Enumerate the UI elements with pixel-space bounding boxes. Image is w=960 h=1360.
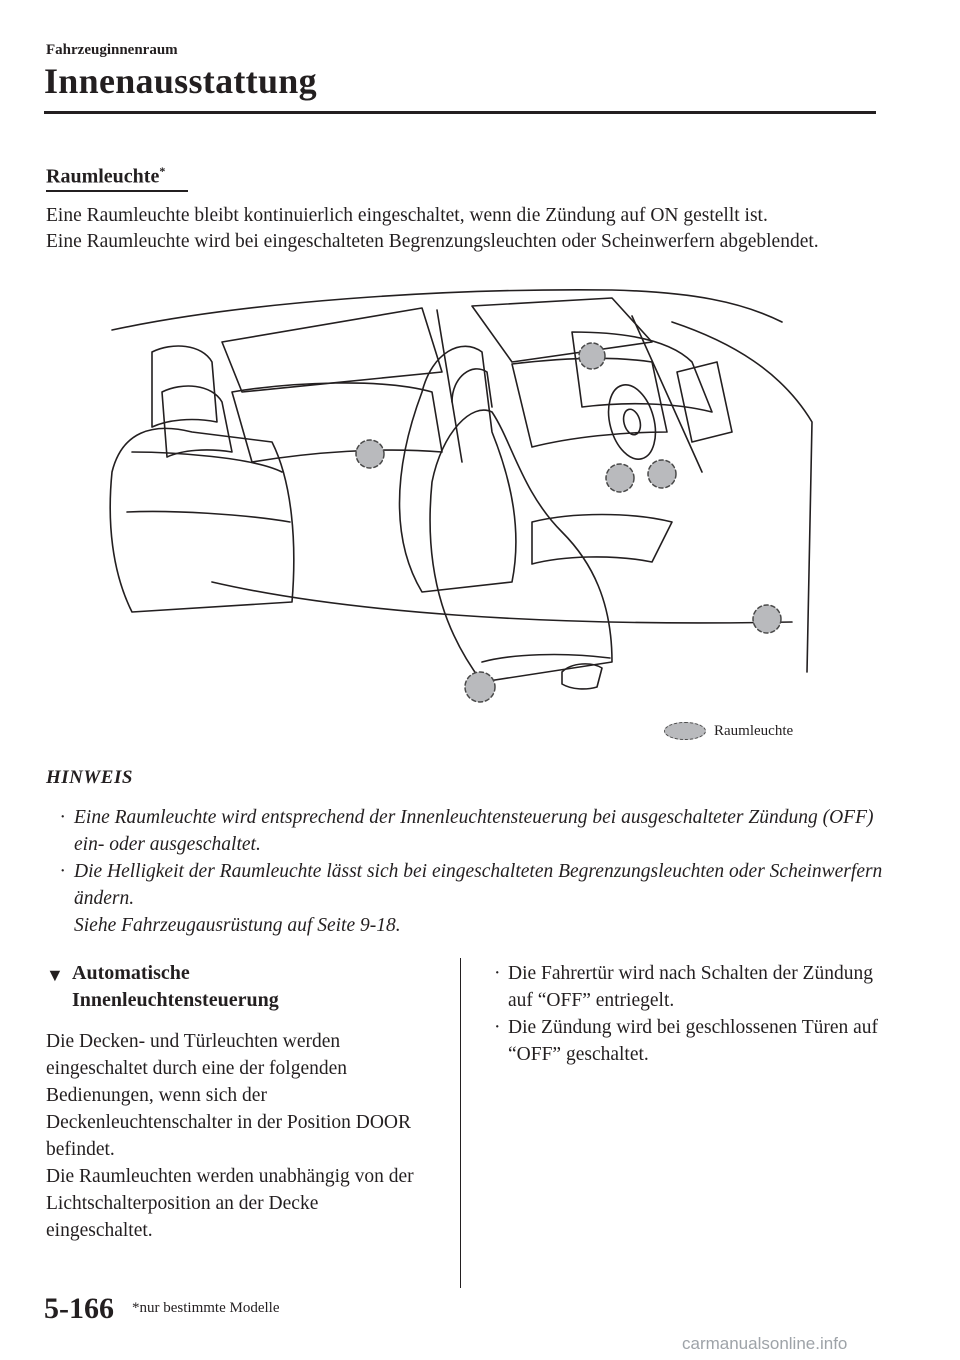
light-marker [648,460,676,488]
subsection-heading-line: Automatische [72,962,190,984]
light-marker [753,605,781,633]
roof-line [112,290,782,330]
right-column [494,960,894,1068]
section-heading [46,164,165,189]
note-heading: HINWEIS [46,767,133,788]
list-item-text: Die Zündung wird bei geschlossenen Türen auf “OFF” geschaltet. [508,1017,879,1065]
note-item [60,858,900,939]
bullet-icon: · [60,807,65,828]
seat-control [562,664,602,689]
column-divider [460,958,461,1288]
intro-paragraph: Eine Raumleuchte bleibt kontinuierlich eingeschaltet, wenn die Zündung auf ON gestellt ist. [46,205,768,226]
optional-equipment-mark: * [159,164,166,178]
list-item [494,1014,894,1068]
intro-paragraph: Eine Raumleuchte wird bei eingeschalteten Begrenzungsleuchten oder Scheinwerfern abgeblendet. [46,231,819,252]
page-number: 5-166 [44,1292,114,1325]
triangle-down-icon: ▼ [46,965,64,985]
note-item [60,804,900,858]
note-list [60,804,900,939]
body-line [672,322,812,672]
paragraph-text: Die Raumleuchten werden unabhängig von der Lichtschalterposition an der Decke eingeschaltet. [46,1166,414,1241]
pillar-line [437,310,462,462]
subsection-heading [46,960,426,1014]
light-swatch-icon [664,722,706,740]
intro-text [46,203,906,255]
illustration-legend [664,722,793,740]
list-item [494,960,894,1014]
legend-label: Raumleuchte [714,722,794,739]
paragraph-text: Die Decken- und Türleuchten werden eingeschaltet durch eine der folgenden Bedienungen, wenn sich der Deckenleuchtenschalter in der Position DOOR befindet. [46,1031,411,1160]
subsection-paragraph [46,1028,426,1244]
footnote: *nur bestimmte Modelle [132,1300,280,1316]
section-heading-underline [46,190,188,192]
floor-line [212,582,792,623]
note-item-text: Eine Raumleuchte wird entsprechend der Innenleuchtensteuerung bei ausgeschalteter Zündung (OFF) ein- oder ausgeschaltet. [74,807,874,855]
light-marker [606,464,634,492]
steering-wheel [601,380,663,465]
passenger-seat [400,346,516,592]
list-item-text: Die Fahrertür wird nach Schalten der Zündung auf “OFF” entriegelt. [508,963,873,1011]
front-door-window [472,298,652,362]
page-title: Innenausstattung [44,61,317,101]
front-door-trim [512,358,667,447]
chapter-label: Fahrzeuginnenraum [46,42,178,58]
left-column [46,960,426,1244]
light-marker [465,672,495,702]
subsection-heading-line: Innenleuchtensteuerung [72,989,279,1011]
watermark: carmanualsonline.info [682,1334,848,1353]
note-reference: Siehe Fahrzeugausrüstung auf Seite 9-18. [74,915,401,936]
bullet-icon: · [60,861,65,882]
center-screen [677,362,732,442]
light-marker [356,440,384,468]
title-divider [44,111,876,114]
section-heading-text: Raumleuchte [46,165,160,188]
rear-door-trim [232,383,442,462]
bullet-icon: · [494,1017,501,1038]
driver-seat [430,410,612,682]
car-interior-illustration [92,282,832,722]
rear-window [222,308,442,392]
note-item-text: Die Helligkeit der Raumleuchte lässt sich bei eingeschalteten Begrenzungsleuchten oder Scheinwerfern ändern. [74,861,883,909]
bullet-icon: · [494,963,501,984]
light-marker [579,343,605,369]
